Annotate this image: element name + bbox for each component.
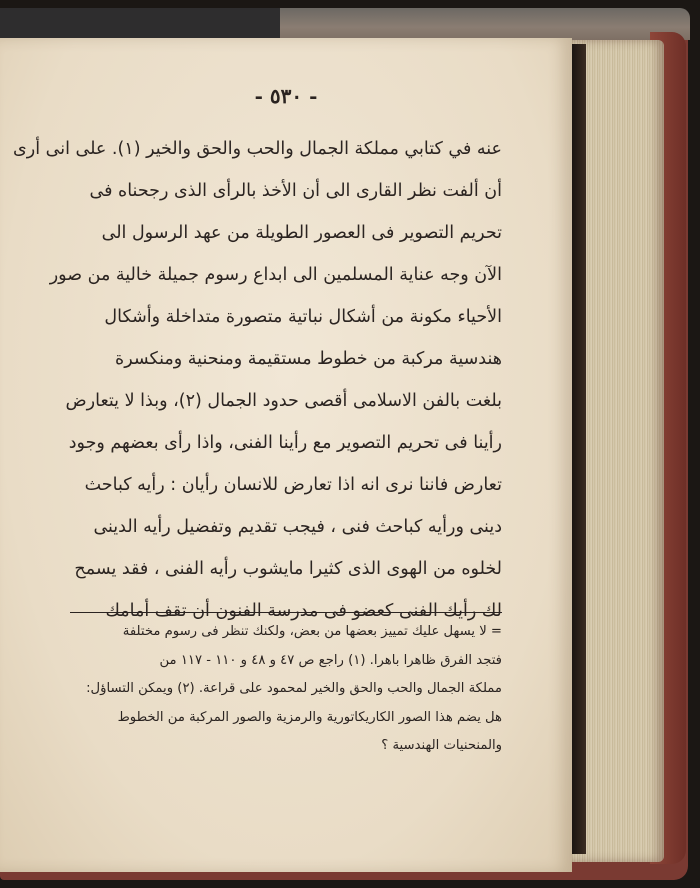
footnote-line: فتجد الفرق ظاهرا باهرا. (١) راجع ص ٤٧ و ٤٨ و ١١٠ - ١١٧ من [159,652,502,668]
body-line: عنه في كتابي مملكة الجمال والحب والحق والخير (١). على انى أرى [13,139,502,159]
body-line: دينى ورأيه كباحث فنى ، فيجب تقديم وتفضيل رأيه الدينى [93,517,502,537]
body-line: تعارض فاننا نرى انه اذا تعارض للانسان رأيان : رأيه كباحث [84,475,502,495]
body-line: بلغت بالفن الاسلامى أقصى حدود الجمال (٢)، وبذا لا يتعارض [65,391,502,411]
footnotes [70,618,502,761]
body-line: أن ألفت نظر القارى الى أن الأخذ بالرأى الذى رجحناه فى [89,181,502,201]
footnote-line: = لا يسهل عليك تمييز بعضها من بعض، ولكنك تنظر فى رسوم مختلفة [122,624,502,639]
body-line: هندسية مركبة من خطوط مستقيمة ومنحنية ومنكسرة [115,349,502,369]
body-text [13,128,502,632]
body-line: لخلوه من الهوى الذى كثيرا مايشوب رأيه الفنى ، فقد يسمح [74,559,502,579]
body-line: الآن وجه عناية المسلمين الى ابداع رسوم جميلة خالية من صور [49,265,502,285]
page-gutter-shadow [572,44,586,854]
body-line: رأينا فى تحريم التصوير مع رأينا الفنى، واذا رأى بعضهم وجود [68,433,502,453]
page-number: - ٥٣٠ - [254,84,318,108]
footnote-line: مملكة الجمال والحب والحق والخير لمحمود على قراعة. (٢) ويمكن التساؤل: [86,681,502,696]
cover-top-band [0,8,690,40]
body-line: تحريم التصوير فى العصور الطويلة من عهد الرسول الى [101,223,502,243]
body-line: الأحياء مكونة من أشكال نباتية متصورة متداخلة وأشكال [104,307,502,327]
body-line: لك رأيك الفنى كعضو فى مدرسة الفنون أن تقف أمامك [105,601,502,621]
footnote-line: والمنحنيات الهندسية ؟ [381,738,502,753]
footnote-divider [70,612,502,613]
book-page [0,38,572,872]
footnote-line: هل يضم هذا الصور الكاريكاتورية والرمزية والصور المركبة من الخطوط [117,709,502,725]
